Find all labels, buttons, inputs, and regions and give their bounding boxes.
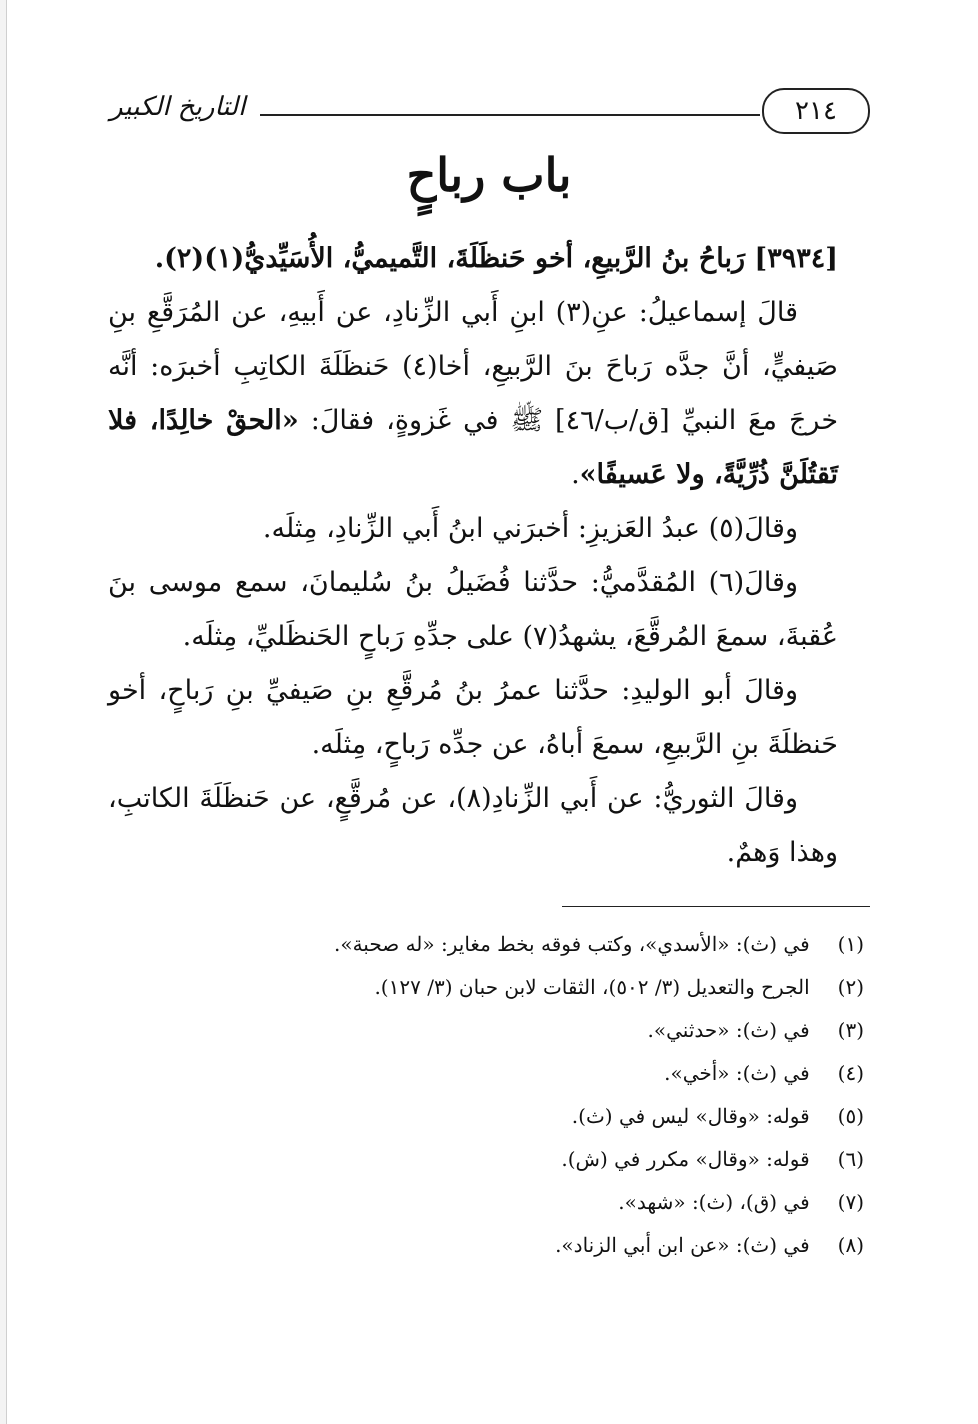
hadith-quote: «الحقْ خالِدًا، فلا تَقتُلَنَّ ذُرِّيَّةً، ولا عَسيفًا» [108, 405, 838, 490]
footnote [200, 1059, 864, 1102]
footnote-text: في (ث): «عن ابن أبي الزناد». [555, 1233, 810, 1257]
entry-heading: [٣٩٣٤] رَباحُ بنُ الرَّبيعِ، أخو حَنظَلَةَ، التَّميميُّ، الأُسَيِّديُّ(١)(٢). [154, 243, 838, 274]
footnotes [200, 930, 864, 1274]
paragraph-1-text: قالَ إسماعيلُ: عنِ(٣) ابنِ أَبي الزِّنادِ، عن أَبيهِ، عن المُرَقَّعِ بنِ صَيفيٍّ، أنَّ جدَّه رَباحَ بنَ الرَّبيعِ، أخا(٤) حَنظَلَةَ الكاتِبِ أخبرَه: أنَّه خرجَ معَ النبيِّ [ق/ب/٤٦] ﷺ في غَزوةٍ، فقالَ: [108, 297, 839, 436]
paragraph-1-tail: . [571, 459, 580, 490]
footnote [200, 930, 864, 973]
footnote-number: (٧) [837, 1190, 864, 1214]
footnote-text: في (ق)، (ث): «شهد». [618, 1190, 810, 1214]
footnote [200, 1231, 864, 1274]
footnote [200, 1102, 864, 1145]
paragraph-2: وقالَ(٥) عبدُ العَزيزِ: أخبرَني ابنُ أَبي الزِّنادِ، مِثلَه. [262, 513, 798, 544]
main-text [108, 232, 838, 880]
paragraph-5: وقالَ الثوريُّ: عن أَبي الزِّنادِ(٨)، عن مُرقَّعٍ، عن حَنظَلَةَ الكاتبِ، وهذا وَهمٌ. [108, 783, 838, 868]
footnote-text: في (ث): «حدثني». [647, 1018, 810, 1042]
footnote-number: (٣) [837, 1018, 864, 1042]
footnote-rule [562, 906, 870, 907]
footnote-text: قوله: «وقال» ليس في (ث). [571, 1104, 810, 1128]
footnote [200, 1016, 864, 1059]
footnote-number: (٨) [837, 1233, 864, 1257]
footnote-number: (٥) [837, 1104, 864, 1128]
page-header [110, 88, 870, 136]
page-edge [0, 0, 7, 1424]
footnote-number: (١) [837, 932, 864, 956]
footnote-number: (٢) [837, 975, 864, 999]
page-number: ٢١٤ [762, 88, 870, 134]
footnote [200, 1188, 864, 1231]
chapter-title: باب رباحٍ [406, 148, 572, 202]
footnote [200, 1145, 864, 1188]
footnote-text: في (ث): «الأسدي»، وكتب فوقه بخط مغاير: «له صحبة». [333, 932, 810, 956]
paragraph-4: وقالَ أبو الوليدِ: حدَّثنا عمرُ بنُ مُرقَّعِ بنِ صَيفيِّ بنِ رَباحٍ، أخو حَنظلَةَ بنِ الرَّبيعِ، سمعَ أباهُ، عن جدِّه رَباحٍ، مِثلَه. [108, 675, 838, 760]
footnote-number: (٤) [837, 1061, 864, 1085]
footnote-text: الجرح والتعديل (٣/ ٥٠٢)، الثقات لابن حبان (٣/ ١٢٧). [374, 975, 810, 999]
header-rule [260, 114, 760, 116]
running-title: التاريخ الكبير [110, 92, 246, 122]
footnote-text: في (ث): «أخي». [664, 1061, 810, 1085]
footnote-text: قوله: «وقال» مكرر في (ش). [561, 1147, 810, 1171]
paragraph-1 [108, 286, 838, 502]
footnote-number: (٦) [837, 1147, 864, 1171]
paragraph-3: وقالَ(٦) المُقدَّميُّ: حدَّثنا فُضَيلُ بنُ سُليمانَ، سمع موسى بنَ عُقبةَ، سمعَ المُرقَّعَ، يشهدُ(٧) على جدِّهِ رَباحٍ الحَنظَليِّ، مِثلَه. [108, 567, 838, 652]
footnote [200, 973, 864, 1016]
